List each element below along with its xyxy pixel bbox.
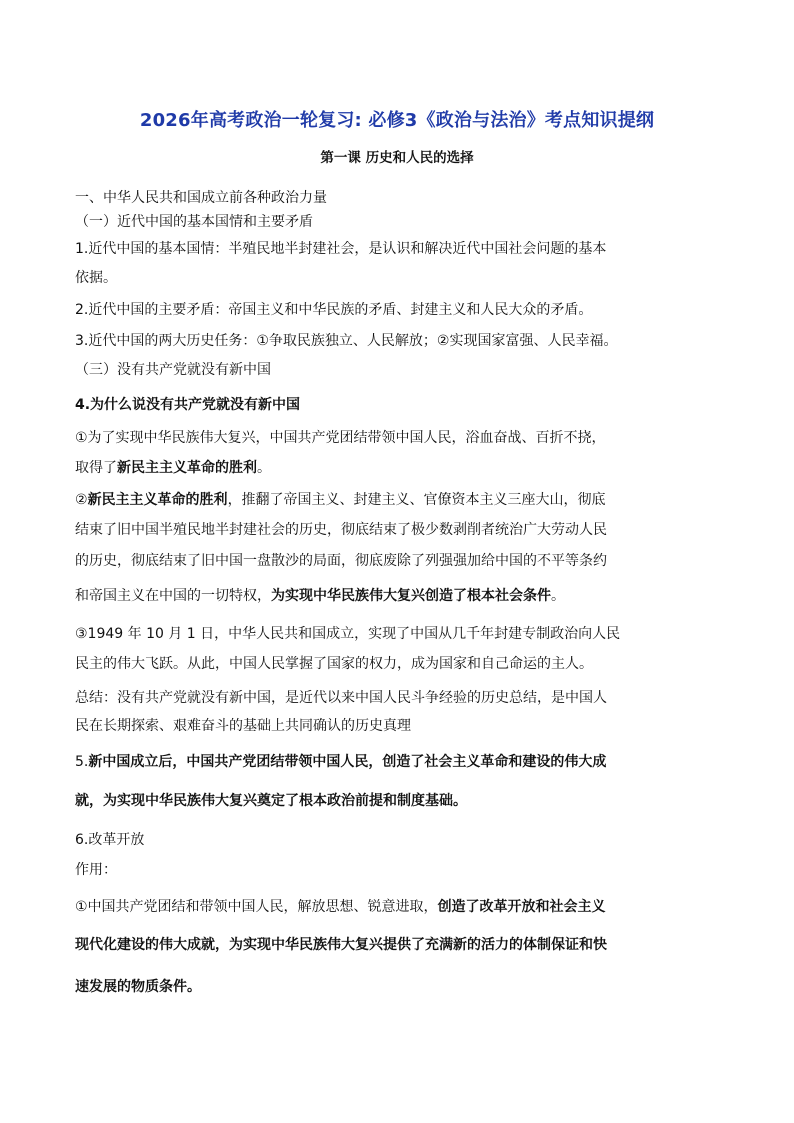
bold-text: 4.为什么说没有共产党就没有新中国	[75, 397, 301, 413]
text-run: 总结：没有共产党就没有新中国，是近代以来中国人民斗争经验的历史总结，是中国人	[75, 690, 607, 706]
text-run: ②	[75, 492, 88, 508]
text-run: 和帝国主义在中国的一切特权，	[75, 588, 271, 604]
text-run: 结束了旧中国半殖民地半封建社会的历史，彻底结束了极少数剥削者统治广大劳动人民	[75, 522, 607, 538]
body-line	[75, 791, 467, 811]
body-line	[75, 428, 606, 448]
bold-text: 新中国成立后，中国共产党团结带领中国人民，创造了社会主义革命和建设的伟大成	[88, 754, 607, 770]
body-line	[75, 688, 607, 708]
body-line	[75, 395, 300, 415]
body-line	[75, 897, 606, 917]
body-line	[75, 331, 617, 351]
text-run: 的历史，彻底结束了旧中国一盘散沙的局面，彻底废除了列强强加给中国的不平等条约	[75, 553, 607, 569]
bold-text: 新民主主义革命的胜利	[117, 460, 257, 476]
text-run: 。	[551, 588, 565, 604]
body-line	[75, 300, 592, 320]
text-run: ③1949 年 10 月 1 日，中华人民共和国成立，实现了中国从几千年封建专制政治向人民	[75, 626, 621, 642]
text-run: 3.近代中国的两大历史任务：①争取民族独立、人民解放；②实现国家富强、人民幸福。	[75, 333, 618, 349]
bold-text: 新民主主义革命的胜利	[87, 492, 228, 508]
body-line	[75, 490, 606, 510]
text-run: ①中国共产党团结和带领中国人民，解放思想、锐意进取，	[75, 899, 438, 915]
body-line	[75, 520, 607, 540]
body-line	[75, 551, 607, 571]
body-line	[75, 458, 271, 478]
bold-text: 速发展的物质条件。	[75, 979, 201, 995]
text-run: 民主的伟大飞跃。从此，中国人民掌握了国家的权力，成为国家和自己命运的主人。	[75, 656, 593, 672]
body-line	[75, 977, 201, 997]
text-run: 1.近代中国的基本国情：半殖民地半封建社会，是认识和解决近代中国社会问题的基本	[75, 241, 607, 257]
text-run: 民在长期探索、艰难奋斗的基础上共同确认的历史真理	[75, 718, 411, 734]
body-line	[75, 360, 271, 380]
text-run: （一）近代中国的基本国情和主要矛盾	[75, 214, 313, 230]
body-line	[75, 624, 620, 644]
body-line	[75, 935, 607, 955]
bold-text: 就，为实现中华民族伟大复兴奠定了根本政治前提和制度基础。	[75, 793, 467, 809]
text-run: ①为了实现中华民族伟大复兴，中国共产党团结带领中国人民，浴血奋战、百折不挠，	[75, 430, 606, 446]
text-run: 5.	[75, 754, 89, 770]
body-line	[75, 654, 593, 674]
text-run: 6.改革开放	[75, 832, 145, 848]
text-run: 取得了	[75, 460, 117, 476]
text-run: 。	[257, 460, 271, 476]
document-title: 2026年高考政治一轮复习: 必修3《政治与法治》考点知识提纲	[139, 110, 655, 131]
body-line	[75, 239, 606, 259]
body-line	[75, 188, 327, 208]
text-run: ，推翻了帝国主义、封建主义、官僚资本主义三座大山，彻底	[227, 492, 606, 508]
body-line	[75, 268, 117, 288]
bold-text: 现代化建设的伟大成就，为实现中华民族伟大复兴提供了充满新的活力的体制保证和快	[75, 937, 607, 953]
text-run: 一、中华人民共和国成立前各种政治力量	[75, 190, 327, 206]
text-run: 作用：	[75, 862, 117, 878]
body-line	[75, 586, 565, 606]
text-run: 2.近代中国的主要矛盾：帝国主义和中华民族的矛盾、封建主义和人民大众的矛盾。	[75, 302, 593, 318]
body-line	[75, 212, 313, 232]
body-line	[75, 830, 144, 850]
text-run: 依据。	[75, 270, 117, 286]
bold-text: 创造了改革开放和社会主义	[437, 899, 606, 915]
bold-text: 为实现中华民族伟大复兴创造了根本社会条件	[271, 588, 551, 604]
text-run: （三）没有共产党就没有新中国	[75, 362, 271, 378]
lesson-subtitle: 第一课 历史和人民的选择	[320, 150, 474, 166]
body-line	[75, 716, 411, 736]
body-line	[75, 860, 117, 880]
body-line	[75, 752, 606, 772]
